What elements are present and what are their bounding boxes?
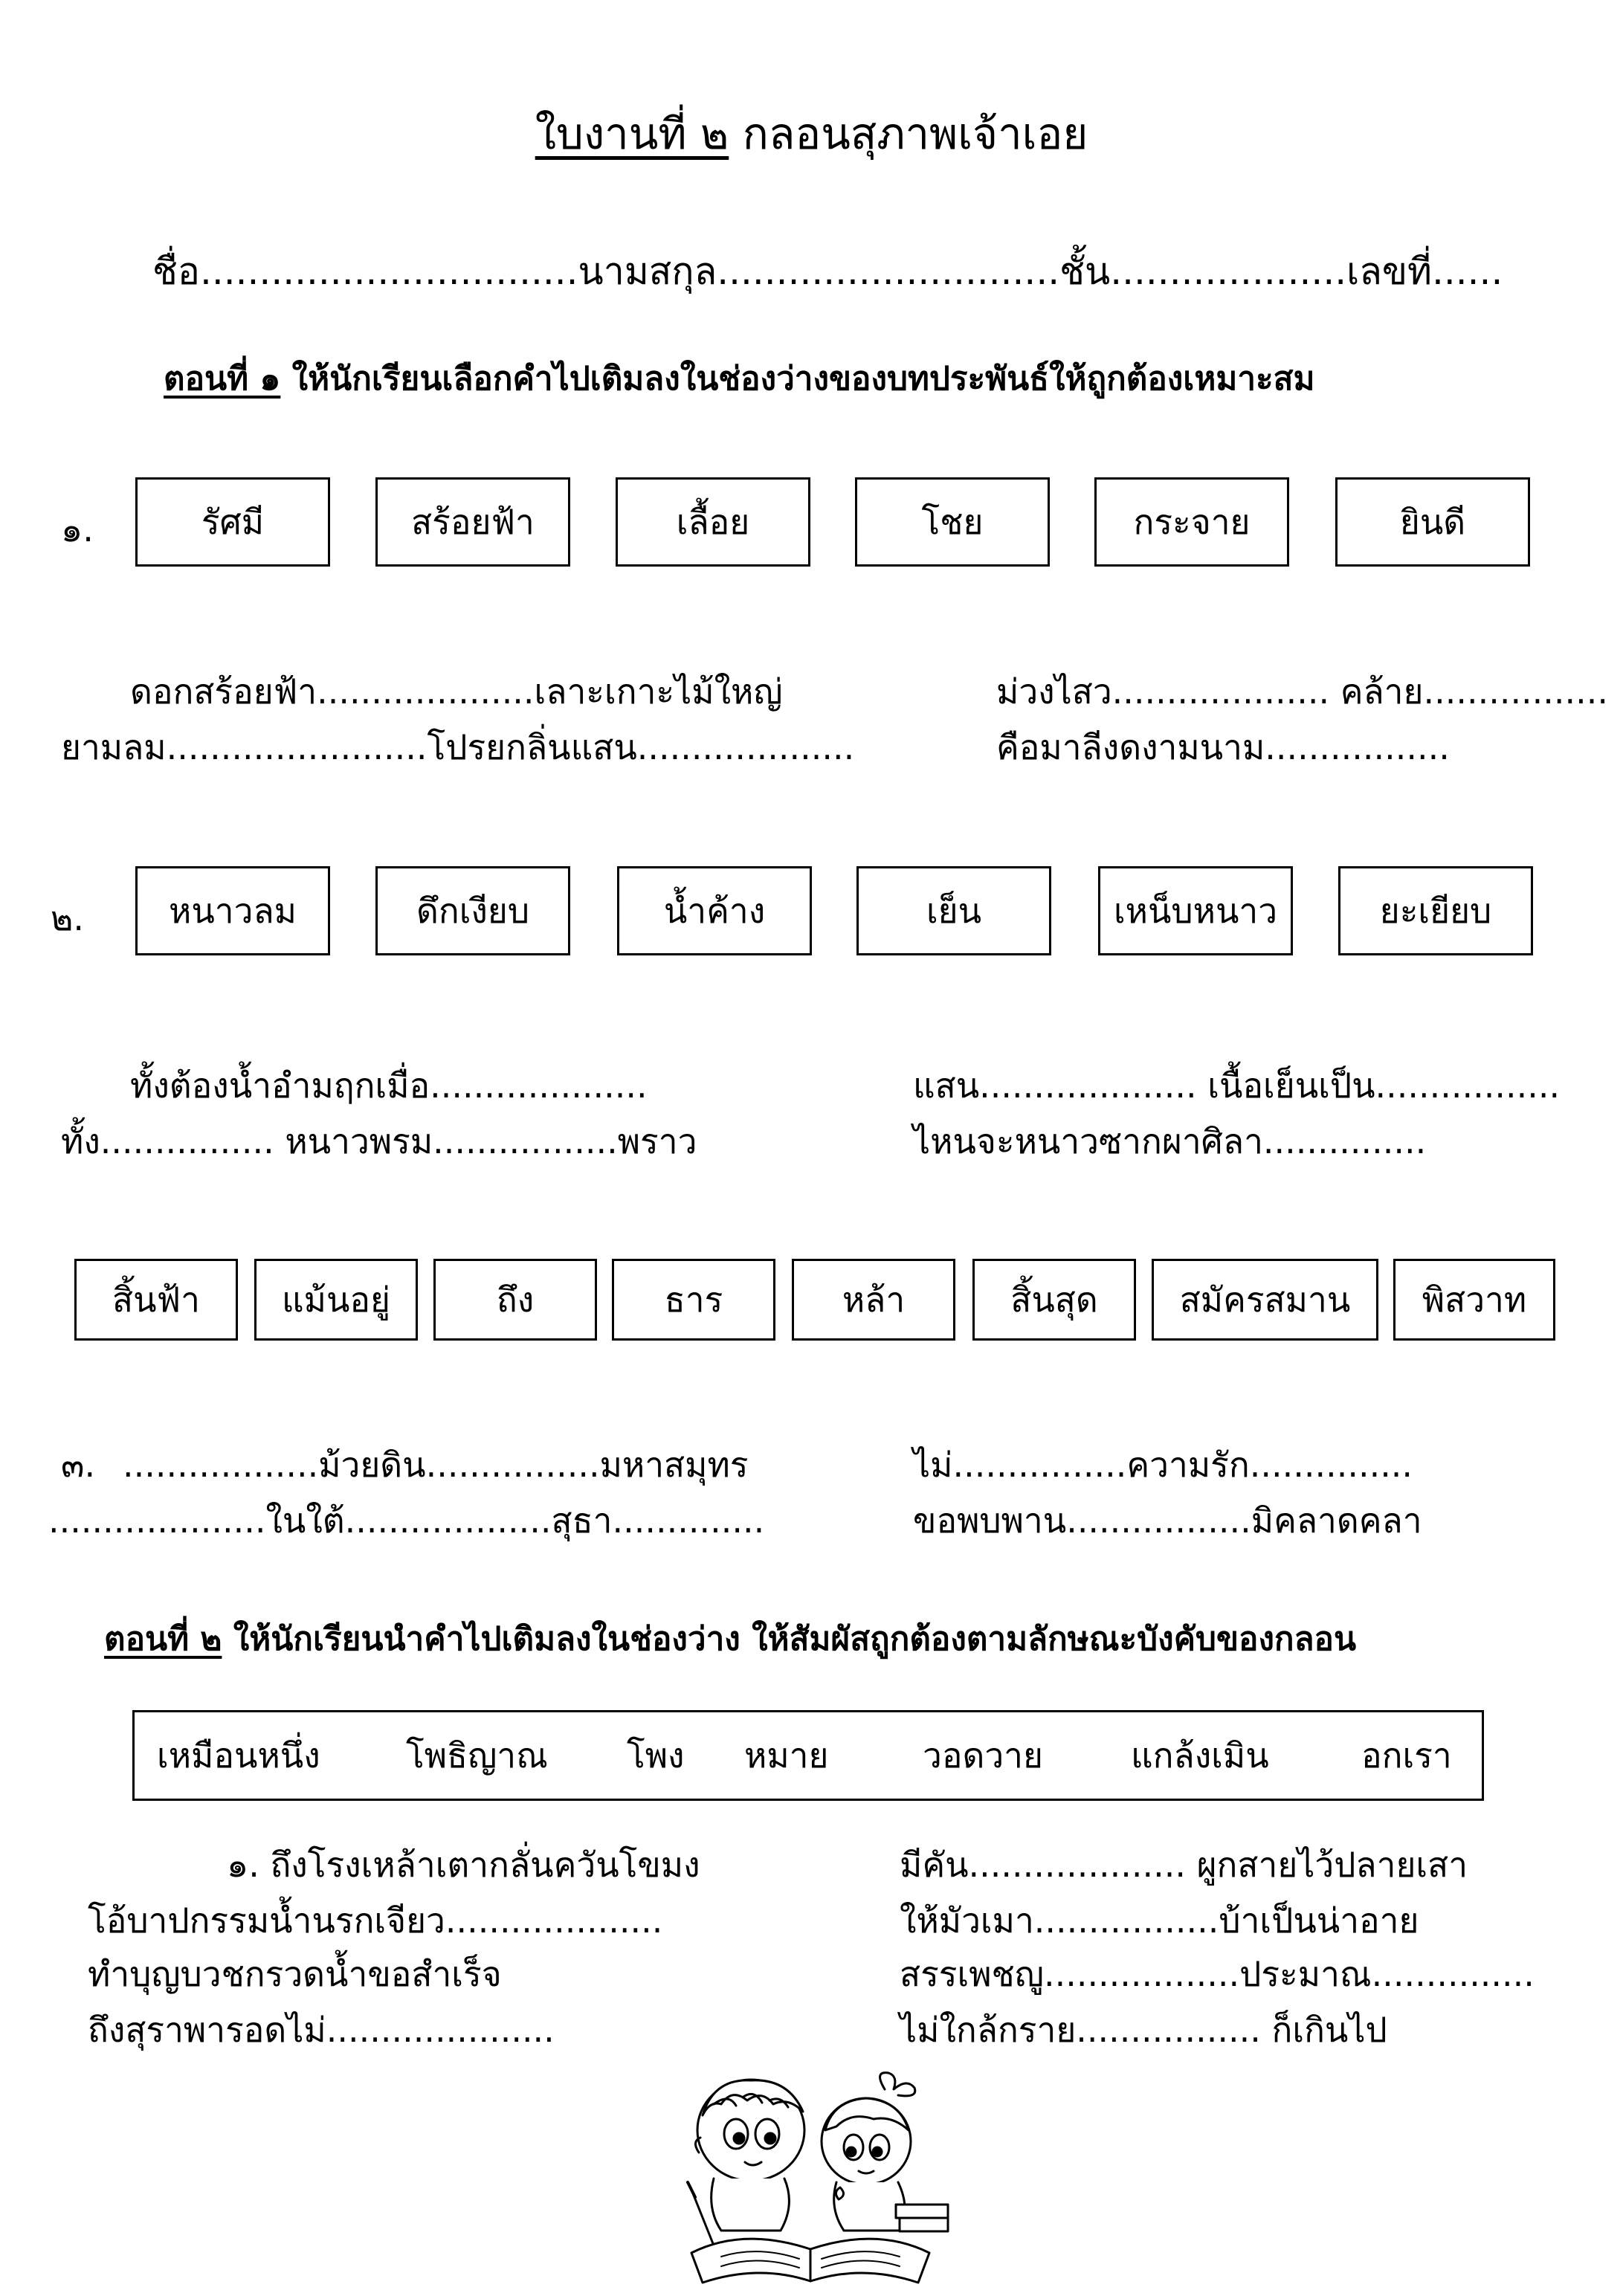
q1-number: ๑. — [61, 509, 94, 549]
name-line: ชื่อ................................นามสกุล.............................ชั้น....................เลขที่...... — [152, 250, 1503, 293]
part1-instruction: ให้นักเรียนเลือกคำไปเติมลงในช่องว่างของบทประพันธ์ให้ถูกต้องเหมาะสม — [291, 360, 1315, 398]
q3-line: ..................ม้วยดิน................มหาสมุทร — [123, 1445, 749, 1485]
part2-line: โอ้บาปกรรมน้ำนรกเจียว.................... — [88, 1900, 663, 1941]
q3-word-box: แม้นอยู่ — [254, 1259, 418, 1341]
part2-heading — [104, 1617, 1356, 1662]
q1-word-box: โชย — [855, 477, 1050, 567]
children-reading-illustration — [662, 2060, 959, 2286]
q3-word-box: หล้า — [792, 1259, 955, 1341]
title-underlined: ใบงานที่ ๒ — [535, 109, 729, 159]
part2-line: ถึงสุราพารอดไม่..................... — [88, 2010, 555, 2050]
q3-number: ๓. — [61, 1445, 96, 1485]
bank-word: แกล้งเมิน — [1131, 1735, 1269, 1776]
q2-word-box: หนาวลม — [135, 866, 330, 955]
q1-word-box: เลื้อย — [616, 477, 810, 567]
q3-word-box: ถึง — [433, 1259, 597, 1341]
q3-word-box: สิ้นฟ้า — [74, 1259, 238, 1341]
q2-word-box: ยะเยียบ — [1338, 866, 1533, 955]
q3-word-box: สิ้นสุด — [972, 1259, 1136, 1341]
q2-word-box: เย็น — [856, 866, 1051, 955]
q2-number: ๒. — [51, 898, 84, 938]
worksheet-title — [0, 104, 1623, 164]
part2-line: ๑. ถึงโรงเหล้าเตากลั่นควันโขมง — [227, 1845, 700, 1885]
q2-word-box: เหน็บหนาว — [1098, 866, 1293, 955]
q2-line: ทั้งต้องน้ำอำมฤกเมื่อ.................... — [130, 1065, 648, 1106]
word-bank — [132, 1710, 1484, 1801]
q3-word-box: ธาร — [612, 1259, 775, 1341]
bank-word: อกเรา — [1361, 1735, 1452, 1776]
bank-word: โพธิญาณ — [406, 1735, 548, 1776]
q1-word-box: รัศมี — [135, 477, 330, 567]
q2-line: แสน.................... เนื้อเย็นเป็น................. — [913, 1065, 1561, 1106]
q2-word-box: ดึกเงียบ — [375, 866, 570, 955]
q1-word-box: ยินดี — [1335, 477, 1530, 567]
part2-line: ทำบุญบวชกรวดน้ำขอสำเร็จ — [88, 1954, 502, 1994]
part1-heading — [164, 357, 1315, 402]
part1-label: ตอนที่ ๑ — [164, 360, 281, 398]
bank-word: วอดวาย — [923, 1735, 1043, 1776]
title-rest: กลอนสุภาพเจ้าเอย — [742, 109, 1088, 159]
part2-line: ไม่ใกล้กราย................. ก็เกินไป — [900, 2010, 1387, 2050]
bank-word: หมาย — [744, 1735, 829, 1776]
q3-line: ....................ในใต้...................สุธา.............. — [48, 1500, 765, 1541]
q1-word-box: กระจาย — [1094, 477, 1289, 567]
q1-line: ดอกสร้อยฟ้า....................เลาะเกาะไม้ใหญ่ — [130, 671, 783, 712]
q3-word-box: สมัครสมาน — [1152, 1259, 1378, 1341]
q2-word-box: น้ำค้าง — [617, 866, 812, 955]
bank-word: โพง — [627, 1735, 685, 1776]
part2-label: ตอนที่ ๒ — [104, 1620, 222, 1658]
q1-line: ยามลม........................โปรยกลิ่นแสน.................... — [61, 727, 855, 767]
q2-line: ทั้ง................ หนาวพรม.................พราว — [61, 1121, 697, 1161]
part2-instruction: ให้นักเรียนนำคำไปเติมลงในช่องว่าง ให้สัมผัสถูกต้องตามลักษณะบังคับของกลอน — [233, 1620, 1357, 1658]
part2-line: สรรเพชญู..................ประมาณ............... — [900, 1954, 1535, 1994]
bank-word: เหมือนหนึ่ง — [157, 1735, 320, 1776]
q2-line: ไหนจะหนาวซากผาศิลา............... — [913, 1121, 1427, 1161]
q1-line: คือมาลีงดงามนาม................. — [996, 727, 1450, 767]
q1-line: ม่วงไสว.................... คล้าย................. — [996, 671, 1609, 712]
q1-word-box: สร้อยฟ้า — [375, 477, 570, 567]
part2-line: ให้มัวเมา.................บ้าเป็นน่าอาย — [900, 1900, 1419, 1941]
q3-word-box: พิสวาท — [1393, 1259, 1555, 1341]
q3-line: ไม่................ความรัก............... — [913, 1445, 1413, 1485]
q3-line: ขอพบพาน.................มิคลาดคลา — [913, 1500, 1422, 1541]
part2-line: มีคัน.................... ผูกสายไว้ปลายเสา — [900, 1845, 1468, 1885]
